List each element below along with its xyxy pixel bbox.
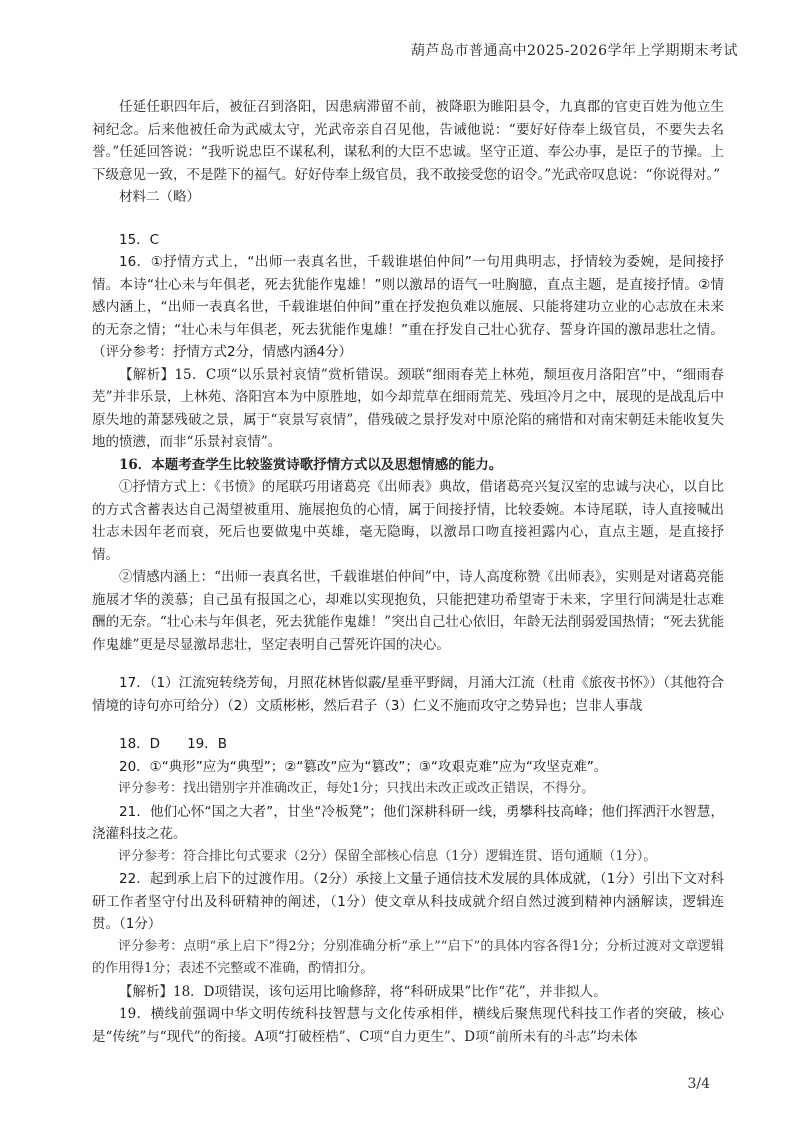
analysis-16-part1: ①抒情方式上：《书愤》的尾联巧用诸葛亮《出师表》典故，借诸葛亮兴复汉室的忠诚与决心，以自比的方式含蓄表达自己渴望被重用、施展抱负的心情，属于间接抒情，比较委婉。本诗尾联，诗人直接喊出壮志未因年老而衰，死后也要做鬼中英雄，毫无隐晦，以激昂口吻直接袒露内心，直点主题，是直接抒情。	[92, 479, 724, 563]
answer-15: 15．C	[119, 231, 160, 248]
scoring-22: 评分参考：点明“承上启下”得2分；分别准确分析“承上”“启下”的具体内容各得1分；分析过渡对文章逻辑的作用得1分；表述不完整或不准确，酌情扣分。	[92, 938, 724, 976]
page-number: 3/4	[687, 1076, 710, 1092]
material-two-note: 材料二（略）	[119, 189, 200, 205]
analysis-19: 19．横线前强调中华文明传统科技智慧与文化传承相伴，横线后聚焦现代科技工作者的突破，核心是“传统”与“现代”的衔接。A项“打破桎梏”、C项“自力更生”、D项“前所未有的斗志”均未体	[92, 1006, 724, 1045]
answer-17: 17．（1）江流宛转绕芳甸，月照花林皆似霰/星垂平野阔，月涌大江流（杜甫《旅夜书怀》）（其他符合情境的诗句亦可给分）（2）文质彬彬，然后君子（3）仁义不施而攻守之势异也；岂非人事哉	[92, 675, 724, 714]
analysis-18: 【解析】18．D项错误，该句运用比喻修辞，将“科研成果”比作“花”，并非拟人。	[119, 983, 607, 1000]
translation-paragraph: 任延任职四年后，被征召到洛阳，因患病滞留不前，被降职为睢阳县令，九真郡的官吏百姓为他立生祠纪念。后来他被任命为武威太守，光武帝亲自召见他，告诫他说：“要好好侍奉上级官员，不要失去名誉。”任延回答说：“我听说忠臣不谋私利，谋私利的大臣不忠诚。坚守正道、奉公办事，是臣子的节操。上下级意见一致，不是陛下的福气。好好侍奉上级官员，我不敢接受您的诏令。”光武帝叹息说：“你说得对。”	[92, 99, 724, 183]
analysis-16-part2: ②情感内涵上：“出师一表真名世，千载谁堪伯仲间”中，诗人高度称赞《出师表》，实则是对诸葛亮能施展才华的羡慕；自己虽有报国之心，却难以实现抱负，只能把建功希望寄于未来，字里行间满是壮志难酬的无奈。“壮心未与年俱老，死去犹能作鬼雄！”突出自己壮心依旧，年龄无法削弱爱国热情；“死去犹能作鬼雄”更是尽显激昂悲壮，坚定表明自己誓死许国的决心。	[92, 569, 724, 653]
answer-22: 22．起到承上启下的过渡作用。（2分）承接上文量子通信技术发展的具体成就，（1分）引出下文对科研工作者坚守付出及科研精神的阐述，（1分）使文章从科技成就介绍自然过渡到精神内涵解读，逻辑连贯。（1分）	[92, 871, 724, 932]
analysis-15: 【解析】15．C项“以乐景衬哀情”赏析错误。颈联“细雨春芜上林苑，颓垣夜月洛阳宫”中，“细雨春芜”并非乐景，上林苑、洛阳宫本为中原胜地，如今却荒草在细雨荒芜、残垣冷月之中，展现的是战乱后中原失地的萧瑟残破之景，属于“哀景写哀情”，借残破之景抒发对中原沦陷的痛惜和对南宋朝廷未能收复失地的愤懑，而非“乐景衬哀情”。	[92, 366, 724, 450]
answer-key-content	[92, 96, 724, 1048]
scoring-20: 评分参考：找出错别字并准确改正，每处1分；只找出未改正或改正错误，不得分。	[118, 781, 595, 796]
answer-18-19: 18．D 19．B	[119, 736, 228, 752]
exam-title-header: 葫芦岛市普通高中2025-2026学年上学期期末考试	[411, 43, 738, 59]
answer-21: 21．他们心怀“国之大者”，甘坐“冷板凳”；他们深耕科研一线，勇攀科技高峰；他们挥洒汗水智慧，浇灌科技之花。	[92, 803, 724, 842]
scoring-21: 评分参考：符合排比句式要求（2分）保留全部核心信息（1分）逻辑连贯、语句通顺（1分）。	[118, 848, 657, 864]
answer-16: 16．①抒情方式上，“出师一表真名世，千载谁堪伯仲间”一句用典明志，抒情较为委婉，是间接抒情。本诗“壮心未与年俱老，死去犹能作鬼雄！”则以激昂的语气一吐胸臆，直点主题，是直接抒情。②情感内涵上，“出师一表真名世，千载谁堪伯仲间”重在抒发抱负难以施展、只能将建功立业的心志放在未来的无奈之情；“壮心未与年俱老，死去犹能作鬼雄！”重在抒发自己壮心犹存、誓身许国的激昂悲壮之情。（评分参考：抒情方式2分，情感内涵4分）	[92, 254, 724, 360]
answer-20: 20．①“典形”应为“典型”；②“篡改”应为“篡改”；③“攻艰克难”应为“攻坚克难”。	[119, 758, 608, 775]
analysis-16-intro: 16．本题考查学生比较鉴赏诗歌抒情方式以及思想情感的能力。	[119, 456, 503, 473]
